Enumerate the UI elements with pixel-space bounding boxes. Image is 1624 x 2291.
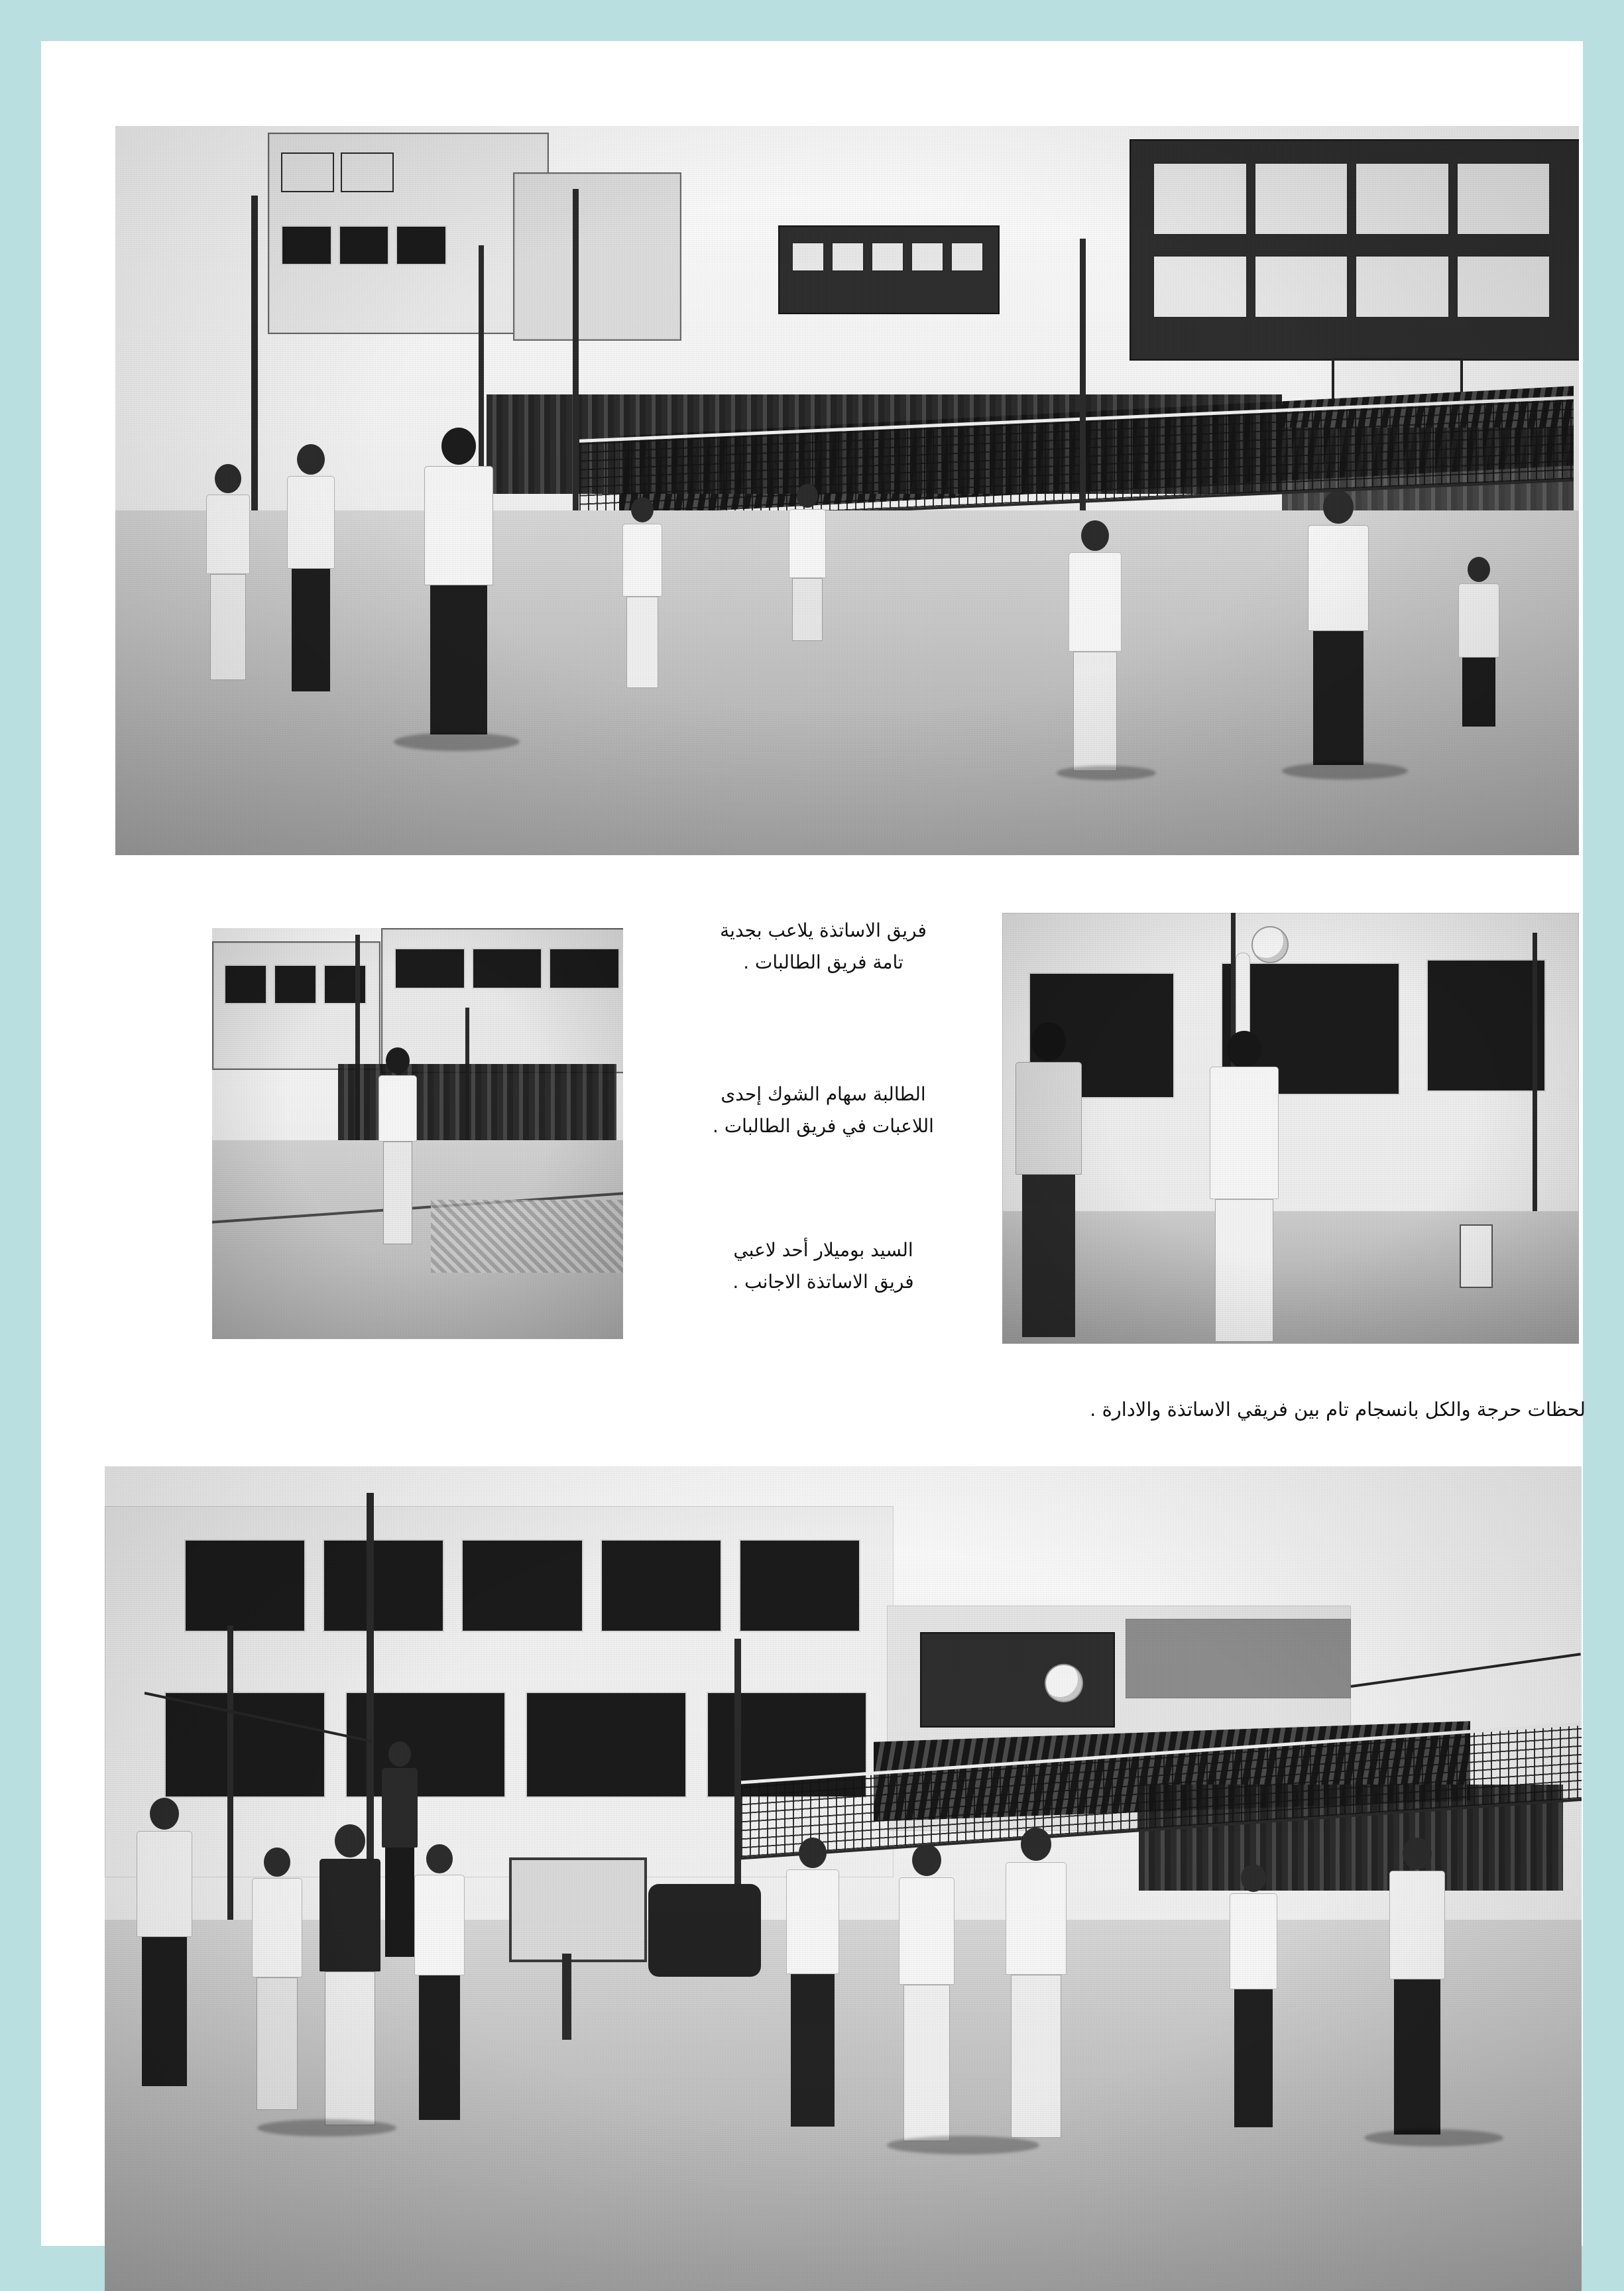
figure-head	[386, 1047, 410, 1074]
player-figure-dark	[314, 1824, 386, 2129]
figure-legs	[210, 574, 246, 680]
caption-line: السيد بوميلار أحد لاعبي	[733, 1239, 913, 1261]
player-figure	[202, 464, 255, 683]
figure-torso	[786, 1869, 839, 1974]
figure-head	[388, 1741, 411, 1767]
window	[739, 1539, 860, 1632]
figure-legs	[626, 597, 658, 688]
player-figure	[247, 1848, 307, 2113]
window	[339, 225, 390, 265]
window-group-right-1	[1153, 162, 1550, 235]
window	[323, 965, 367, 1004]
figure-head	[264, 1848, 290, 1877]
window	[184, 1539, 306, 1632]
figure-head	[297, 444, 325, 475]
window	[791, 242, 825, 272]
figure-head	[426, 1844, 453, 1873]
window	[323, 1539, 444, 1632]
window	[831, 242, 864, 272]
player-figure-serving	[1201, 953, 1287, 1344]
figure-head	[1241, 1864, 1266, 1892]
flower-arrangement	[648, 1884, 761, 1977]
figure-legs	[1022, 1175, 1075, 1337]
window	[164, 1692, 325, 1798]
figure-torso	[1015, 1062, 1082, 1175]
figure-torso	[1308, 525, 1369, 631]
figure-head	[1403, 1838, 1432, 1869]
figure-torso	[1389, 1871, 1445, 1979]
bucket-object	[1460, 1224, 1493, 1288]
caption-student-siham	[664, 1079, 982, 1142]
figure-torso	[1006, 1862, 1067, 1975]
window	[281, 152, 334, 192]
figure-torso	[319, 1859, 380, 1971]
figure-head	[1031, 1022, 1066, 1061]
window	[394, 948, 465, 989]
window	[911, 242, 944, 272]
figure-legs	[257, 1977, 298, 2110]
window	[1254, 255, 1349, 318]
player-figure	[1225, 1864, 1282, 2129]
figure-shadow	[1364, 2129, 1503, 2146]
figure-torso	[622, 524, 662, 597]
figure-torso	[1230, 1893, 1277, 1989]
player-figure	[1384, 1838, 1450, 2136]
figure-legs	[383, 1142, 412, 1244]
figure-legs	[430, 585, 487, 734]
caption-line: لحظات حرجة والكل بانسجام تام بين فريقي الاساتذة والادارة .	[1090, 1398, 1586, 1421]
figure-torso	[382, 1768, 418, 1848]
window-group-left-1	[281, 152, 394, 192]
window	[281, 225, 332, 265]
figure-legs	[1313, 631, 1363, 765]
figure-legs	[142, 1937, 187, 2086]
notice-board	[509, 1857, 647, 1962]
figure-shadow	[887, 2136, 1039, 2154]
court-texture	[431, 1200, 623, 1273]
figure-legs	[1234, 1989, 1273, 2127]
window	[1426, 959, 1546, 1092]
window	[526, 1692, 687, 1798]
figure-head	[335, 1824, 365, 1857]
figure-torso	[1069, 552, 1122, 652]
figure-head	[1021, 1828, 1051, 1861]
caption-mr-boumilar	[664, 1234, 982, 1298]
figure-shadow	[257, 2119, 396, 2137]
figure-torso	[424, 466, 493, 585]
caption-line: اللاعبات في فريق الطالبات .	[713, 1115, 934, 1138]
window	[396, 225, 447, 265]
caption-line: فريق الاساتذة يلاعب بجدية	[720, 919, 927, 941]
photo-mid-left-content	[212, 928, 623, 1339]
player-figure	[894, 1844, 960, 2143]
window	[274, 965, 317, 1004]
window	[1254, 162, 1349, 235]
notice-board-stand	[562, 1954, 571, 2040]
figure-legs	[903, 1985, 950, 2141]
figure-head	[1323, 491, 1354, 524]
figure-shadow	[1057, 766, 1156, 780]
player-figure	[785, 484, 830, 643]
student-player-figure	[375, 1047, 421, 1246]
figure-torso	[137, 1831, 192, 1937]
window	[1153, 255, 1247, 318]
player-figure	[410, 1844, 469, 2123]
window	[1355, 255, 1450, 318]
figure-torso	[789, 509, 826, 578]
figure-legs	[1011, 1975, 1061, 2138]
building-left-annex	[513, 172, 681, 341]
figure-legs	[791, 1974, 835, 2127]
photo-player-serving-ball	[1002, 913, 1579, 1344]
photo-student-player-on-court	[212, 928, 623, 1339]
player-figure	[619, 497, 666, 689]
window-band-upper	[184, 1539, 860, 1632]
figure-head	[1081, 520, 1109, 551]
page-sheet	[41, 41, 1586, 2246]
window	[1153, 162, 1247, 235]
caption-teachers-team	[664, 915, 982, 978]
window	[871, 242, 904, 272]
figure-head	[631, 497, 654, 522]
figure-shadow	[394, 733, 520, 751]
photo-top-content	[115, 126, 1579, 855]
figure-torso	[1210, 1067, 1279, 1199]
player-figure	[1454, 557, 1503, 729]
figure-torso	[252, 1878, 302, 1977]
player-figure	[1063, 520, 1127, 772]
caption-critical-moments	[803, 1393, 1586, 1427]
figure-arm-raised	[1236, 953, 1250, 1039]
window	[1456, 162, 1551, 235]
player-figure	[281, 444, 341, 696]
caption-line: فريق الاساتذة الاجانب .	[732, 1271, 914, 1293]
photo-bottom-content	[105, 1466, 1582, 2291]
photo-volleyball-match-teachers-vs-students	[115, 126, 1579, 855]
figure-shadow	[1282, 762, 1408, 780]
figure-torso	[899, 1877, 955, 1985]
volleyball	[1046, 1665, 1082, 1701]
figure-head	[215, 464, 241, 493]
figure-legs	[1073, 652, 1117, 771]
referee-figure	[1302, 491, 1375, 769]
window	[1456, 255, 1551, 318]
caption-line: تامة فريق الطالبات .	[743, 951, 903, 974]
figure-head	[799, 1838, 827, 1868]
figure-legs	[419, 1975, 460, 2120]
figure-legs	[792, 578, 823, 641]
figure-legs	[1215, 1199, 1273, 1342]
player-figure-left	[1009, 1022, 1088, 1340]
window-group-right	[394, 948, 620, 989]
figure-head	[441, 428, 476, 465]
window	[472, 948, 543, 989]
window-group-left	[224, 965, 367, 1004]
figure-legs	[1462, 658, 1495, 727]
photo-mid-right-content	[1002, 913, 1579, 1344]
caption-line: الطالبة سهام الشوك إحدى	[721, 1083, 926, 1105]
figure-head	[1468, 557, 1490, 582]
window-group-3	[1426, 959, 1546, 1092]
window	[341, 152, 394, 192]
figure-torso	[287, 476, 335, 569]
referee-figure	[417, 428, 500, 739]
player-figure	[781, 1838, 844, 2129]
figure-head	[150, 1798, 179, 1830]
building-right-roof	[1126, 1619, 1351, 1698]
window	[461, 1539, 583, 1632]
window	[601, 1539, 722, 1632]
figure-torso	[414, 1875, 465, 1975]
player-figure	[131, 1798, 198, 2089]
figure-head	[912, 1844, 941, 1876]
window-group-centre	[791, 242, 984, 272]
figure-legs	[1394, 1979, 1440, 2135]
window-group-left-2	[281, 225, 447, 265]
window	[1355, 162, 1450, 235]
figure-torso	[206, 495, 250, 574]
window	[549, 948, 620, 989]
figure-legs	[292, 569, 330, 691]
figure-torso	[1458, 583, 1499, 658]
figure-head	[797, 484, 818, 508]
photo-volleyball-match-wide-view	[105, 1466, 1582, 2291]
building-right-dark-face	[920, 1632, 1115, 1728]
player-figure	[1000, 1828, 1073, 2139]
figure-head	[1227, 1031, 1261, 1068]
window	[951, 242, 984, 272]
window-group-right-2	[1153, 255, 1550, 318]
figure-legs	[325, 1971, 375, 2125]
figure-torso	[378, 1075, 417, 1142]
window	[224, 965, 267, 1004]
